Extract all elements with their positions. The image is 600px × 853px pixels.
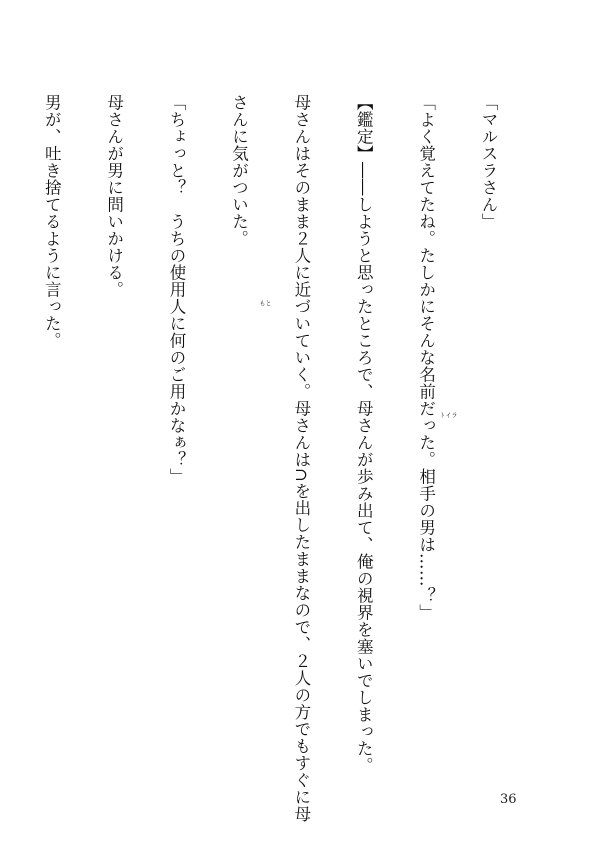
text-line-6: 「ちょっと？ うちの使用人に何のご用かなぁ？」 [167, 94, 187, 485]
text-line-2: 「よく覚えてたね。たしかにそんな名前だった。相手の男は……？」 [416, 94, 436, 621]
page-number: 36 [500, 792, 517, 807]
ruby-light: ライト [438, 412, 457, 418]
text-line-7: 母さんが男に問いかける。 [104, 94, 124, 298]
text-line-1: 「マルスラさん」 [479, 94, 498, 230]
text-line-5: さんに気がついた。 [229, 94, 249, 247]
text-line-3: 【鑑定】――しようと思ったところで、母さんが歩み出て、俺の視界を塞いでしまった。 [354, 94, 374, 774]
ruby-tomo: とも [258, 300, 271, 306]
text-line-4: 母さんはそのまま２人に近づいていく。母さんは∩を出したままなので、２人の方でもすぐに母 [291, 94, 311, 823]
text-line-8: 男が、吐き捨てるように言った。 [42, 94, 62, 349]
